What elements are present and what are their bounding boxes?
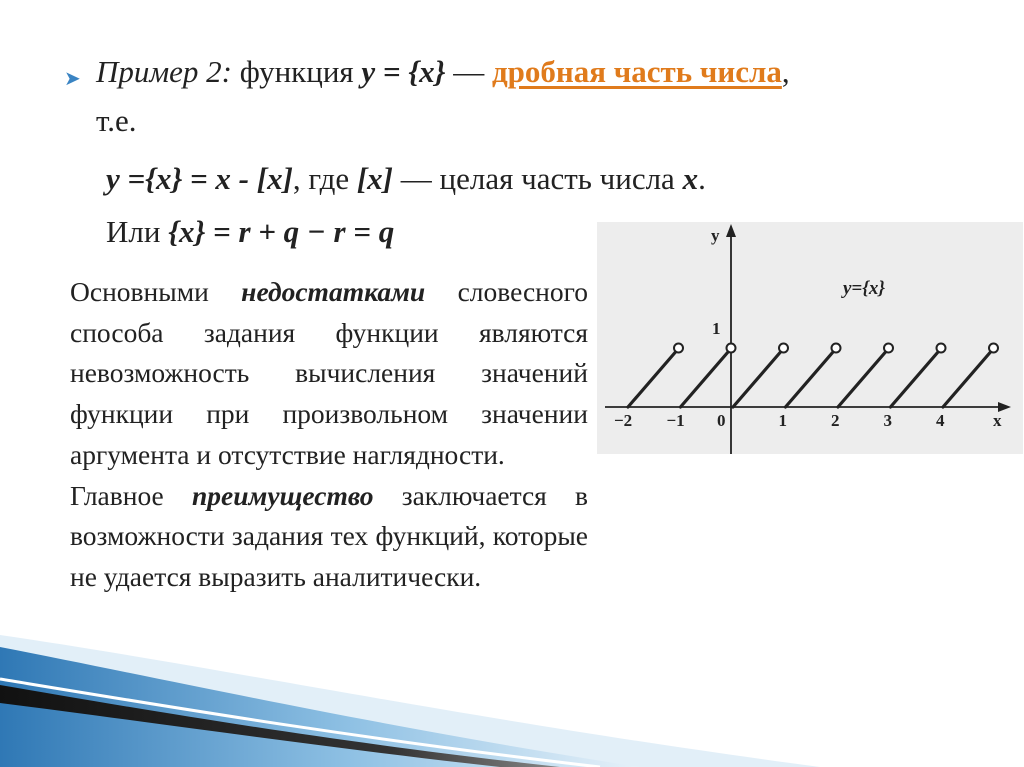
decorative-swoosh [0, 627, 1024, 767]
graph-segment [838, 352, 886, 407]
example-label: Пример 2: [96, 54, 233, 89]
graph-canvas [597, 222, 1023, 454]
x-tick-label: 1 [778, 411, 787, 430]
fractional-part-graph [597, 222, 1023, 454]
definition-end: . [698, 161, 706, 196]
x-tick-label: −2 [614, 411, 633, 430]
x-tick-label: −1 [666, 411, 685, 430]
open-endpoint [779, 344, 788, 353]
function-word: функция [232, 54, 362, 89]
disadvantages-paragraph: Основными недостатками словесного способа задания функции являются невозможность вычисления значений функции при произвольном значении аргумента и отсутствие наглядности. [70, 276, 588, 470]
definition-mid: , где [292, 161, 357, 196]
comma: , [781, 54, 790, 89]
open-endpoint [832, 344, 841, 353]
graph-segment [786, 352, 834, 407]
advantage-paragraph: Главное преимущество заключается в возможности задания тех функций, которые не удается выразить аналитически. [70, 479, 588, 592]
formula-y-frac-x: y = {x} [361, 54, 446, 89]
y-axis-label: y [711, 226, 720, 245]
definition-formula: y ={x} = x - [x] [106, 161, 293, 196]
graph-segment [681, 352, 729, 407]
integer-part-formula: [x] [356, 161, 394, 196]
alternative-prefix: Или [106, 214, 169, 249]
graph-segment [628, 352, 676, 407]
open-endpoint [884, 344, 893, 353]
explanation-text [70, 272, 588, 598]
x-tick-labels [614, 411, 945, 430]
x-tick-label: 2 [831, 411, 840, 430]
example-line [96, 54, 790, 90]
alternative-line [106, 214, 394, 250]
fractional-part-link[interactable]: дробная часть числа [491, 54, 782, 89]
graph-equation-label: y={x} [843, 278, 885, 299]
graph-segment [733, 352, 781, 407]
graph-segment [891, 352, 939, 407]
x-tick-label: 3 [883, 411, 892, 430]
variable-x: x [682, 161, 699, 196]
arrow-bullet-icon: ➤ [64, 68, 81, 90]
x-tick-label: 0 [717, 411, 726, 430]
graph-segment [943, 352, 991, 407]
graph-segments [628, 344, 998, 408]
open-endpoint [674, 344, 683, 353]
open-endpoint [937, 344, 946, 353]
y-tick-label: 1 [712, 319, 721, 338]
y-axis-arrow-icon [726, 224, 736, 237]
dash: — [445, 54, 492, 89]
definition-line [106, 161, 706, 197]
disadvantages-word: недостатками [241, 276, 426, 307]
x-axis-label: x [993, 411, 1002, 430]
x-tick-label: 4 [936, 411, 945, 430]
advantage-word: преимущество [191, 479, 374, 511]
alternative-formula: {x} = r + q − r = q [168, 214, 395, 249]
open-endpoint [727, 344, 736, 353]
open-endpoint [989, 344, 998, 353]
ie-line: т.е. [96, 103, 137, 138]
definition-rest: — целая часть числа [393, 161, 683, 196]
